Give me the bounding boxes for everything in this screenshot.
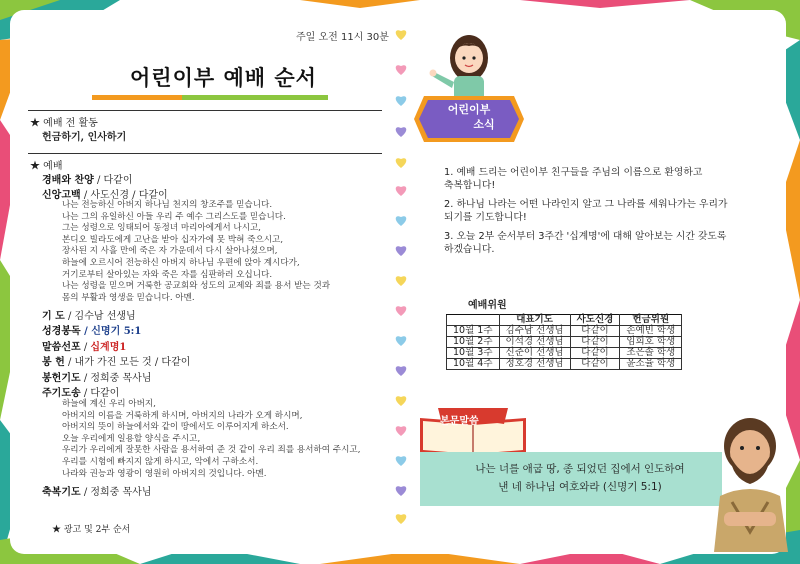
creed-line: 나는 전능하신 아버지 하나님 천지의 창조주를 믿습니다. (62, 200, 273, 210)
duty-cell: 다같이 (570, 359, 620, 370)
table-row (447, 326, 682, 337)
blessing-value: / 정희중 목사님 (80, 487, 152, 498)
duty-cell: 이석경 선생님 (499, 337, 570, 348)
duty-cell: 10월 4주 (447, 359, 500, 370)
duty-cell: 임희호 학생 (620, 337, 682, 348)
blessing-item (42, 483, 152, 498)
news-line: 1. 예배 드리는 어린이부 친구들을 주님의 이름으로 환영하고 (444, 167, 703, 178)
news-list (444, 166, 764, 262)
lords-prayer-item (42, 384, 119, 399)
lords-prayer-line: 우리가 우리에게 잘못한 사람을 용서하여 준 것 같이 우리 죄를 용서하여 주시고, (62, 445, 361, 456)
verse-line2: 낸 네 하나님 여호와라 (신명기 5:1) (498, 481, 662, 493)
creed-line: 나는 성령을 믿으며 거룩한 공교회와 성도의 교제와 죄를 용서 받는 것과 (62, 281, 331, 292)
creed-line: 몸의 부활과 영생을 믿습니다. 아멘. (62, 292, 195, 303)
news-line: 축복합니다! (444, 180, 496, 191)
creed-value: / 사도신경 / 다같이 (80, 190, 168, 201)
reading-item (42, 322, 141, 337)
duty-cell: 정호경 선생님 (499, 359, 570, 370)
lords-prayer-line: 아버지의 뜻이 하늘에서와 같이 땅에서도 이루어지게 하소서. (62, 422, 289, 433)
duty-cell: 다같이 (570, 326, 620, 337)
duty-cell: 다같이 (570, 337, 620, 348)
duty-cell: 윤소율 학생 (620, 359, 682, 370)
lords-prayer-line: 나라와 권능과 영광이 영원히 아버지의 것입니다. 아멘. (62, 468, 267, 479)
creed-line: 거기로부터 살아있는 자와 죽은 자를 심판하러 오십니다. (62, 269, 273, 280)
title-underline-accent (92, 95, 182, 100)
creed-line: 그는 성령으로 잉태되어 동정녀 마리아에게서 나시고, (62, 223, 262, 234)
lords-prayer-line: 오늘 우리에게 일용할 양식을 주시고, (62, 433, 201, 444)
table-row (447, 348, 682, 359)
duty-column-header (447, 315, 500, 326)
offering-prayer-item (42, 369, 152, 384)
duty-column-header: 대표기도 (499, 315, 570, 326)
news-badge-title (414, 102, 524, 132)
duty-cell: 10월 3주 (447, 348, 500, 359)
divider (28, 110, 382, 111)
duty-table (446, 314, 682, 370)
blessing-label: 축복기도 (42, 487, 81, 498)
sermon-sep: / (80, 342, 91, 353)
reading-label: 성경봉독 (42, 326, 81, 337)
service-time: 주일 오전 11시 30분 (296, 32, 389, 43)
duty-cell: 다같이 (570, 348, 620, 359)
duty-cell: 신준이 선생님 (499, 348, 570, 359)
man-illustration-icon (700, 412, 790, 552)
lords-prayer-text (62, 399, 382, 480)
duty-cell: 조은솔 학생 (620, 348, 682, 359)
sermon-label: 말씀선포 (42, 342, 81, 353)
pre-worship-content: 헌금하기, 인사하기 (42, 132, 127, 143)
duty-cell: 10월 1주 (447, 326, 500, 337)
offering-song-label: 봉 헌 (42, 357, 65, 368)
table-row (447, 337, 682, 348)
creed-item (42, 186, 168, 201)
verse-line1: 나는 너를 애굽 땅, 종 되었던 집에서 인도하여 (475, 463, 685, 475)
creed-line: 나는 그의 유일하신 아들 우리 주 예수 그리스도를 믿습니다. (62, 211, 286, 222)
sermon-value: 십계명1 (90, 342, 127, 353)
table-row (447, 359, 682, 370)
creed-line: 장사된 지 사흘 만에 죽은 자 가운데서 다시 살아나셨으며, (62, 246, 278, 257)
prayer-label: 기 도 (42, 311, 65, 322)
praise-label: 경배와 찬양 (42, 175, 94, 186)
creed-label: 신앙고백 (42, 190, 81, 201)
duty-cell: 김수남 선생님 (499, 326, 570, 337)
duty-column-header: 헌금위원 (620, 315, 682, 326)
creed-text (62, 200, 382, 304)
verse-label: 본문말씀 (440, 416, 479, 427)
worship-heading: ★ 예배 (30, 161, 63, 172)
news-title-line2: 소식 (473, 118, 495, 131)
offering-song-value: / 내가 가진 모든 것 / 다같이 (64, 357, 191, 368)
duty-cell: 손예빈 학생 (620, 326, 682, 337)
lords-prayer-line: 아버지의 이름을 거룩하게 하시며, 아버지의 나라가 오게 하시며, (62, 410, 303, 421)
lords-prayer-line: 하늘에 계신 우리 아버지, (62, 399, 156, 409)
footer-note: ★ 광고 및 2부 순서 (52, 525, 131, 535)
lords-prayer-line: 우리를 시험에 빠지지 않게 하시고, 악에서 구하소서. (62, 456, 259, 467)
prayer-item (42, 307, 136, 322)
news-line: 되기를 기도합니다! (444, 212, 527, 223)
offering-prayer-label: 봉헌기도 (42, 373, 81, 384)
divider (28, 153, 382, 154)
creed-line: 본디오 빌라도에게 고난을 받아 십자가에 못 박혀 죽으시고, (62, 234, 284, 245)
news-line: 3. 오늘 2부 순서부터 3주간 '십계명'에 대해 알아보는 시간 갖도록 (444, 231, 727, 242)
pre-worship-heading: ★ 예배 전 활동 (30, 118, 98, 129)
heart-column (394, 28, 412, 528)
reading-value: / 신명기 5:1 (80, 326, 142, 337)
lords-prayer-value: / 다같이 (80, 388, 120, 399)
offering-prayer-value: / 정희중 목사님 (80, 373, 152, 384)
lords-prayer-label: 주기도송 (42, 388, 81, 399)
duty-heading: 예배위원 (468, 300, 507, 311)
praise-item (42, 171, 133, 186)
verse-text (430, 460, 730, 496)
praise-value: / 다같이 (93, 175, 133, 186)
prayer-value: / 김수남 선생님 (64, 311, 136, 322)
news-line: 2. 하나님 나라는 어떤 나라인지 알고 그 나라를 세워나가는 우리가 (444, 199, 728, 210)
news-line: 하겠습니다. (444, 244, 495, 255)
duty-cell: 10월 2주 (447, 337, 500, 348)
creed-line: 하늘에 오르시어 전능하신 아버지 하나님 우편에 앉아 계시다가, (62, 257, 300, 268)
sermon-item (42, 338, 126, 353)
page-title: 어린이부 예배 순서 (130, 65, 317, 90)
news-title-line1: 어린이부 (447, 103, 491, 116)
duty-column-header: 사도신경 (570, 315, 620, 326)
offering-song-item (42, 353, 190, 368)
